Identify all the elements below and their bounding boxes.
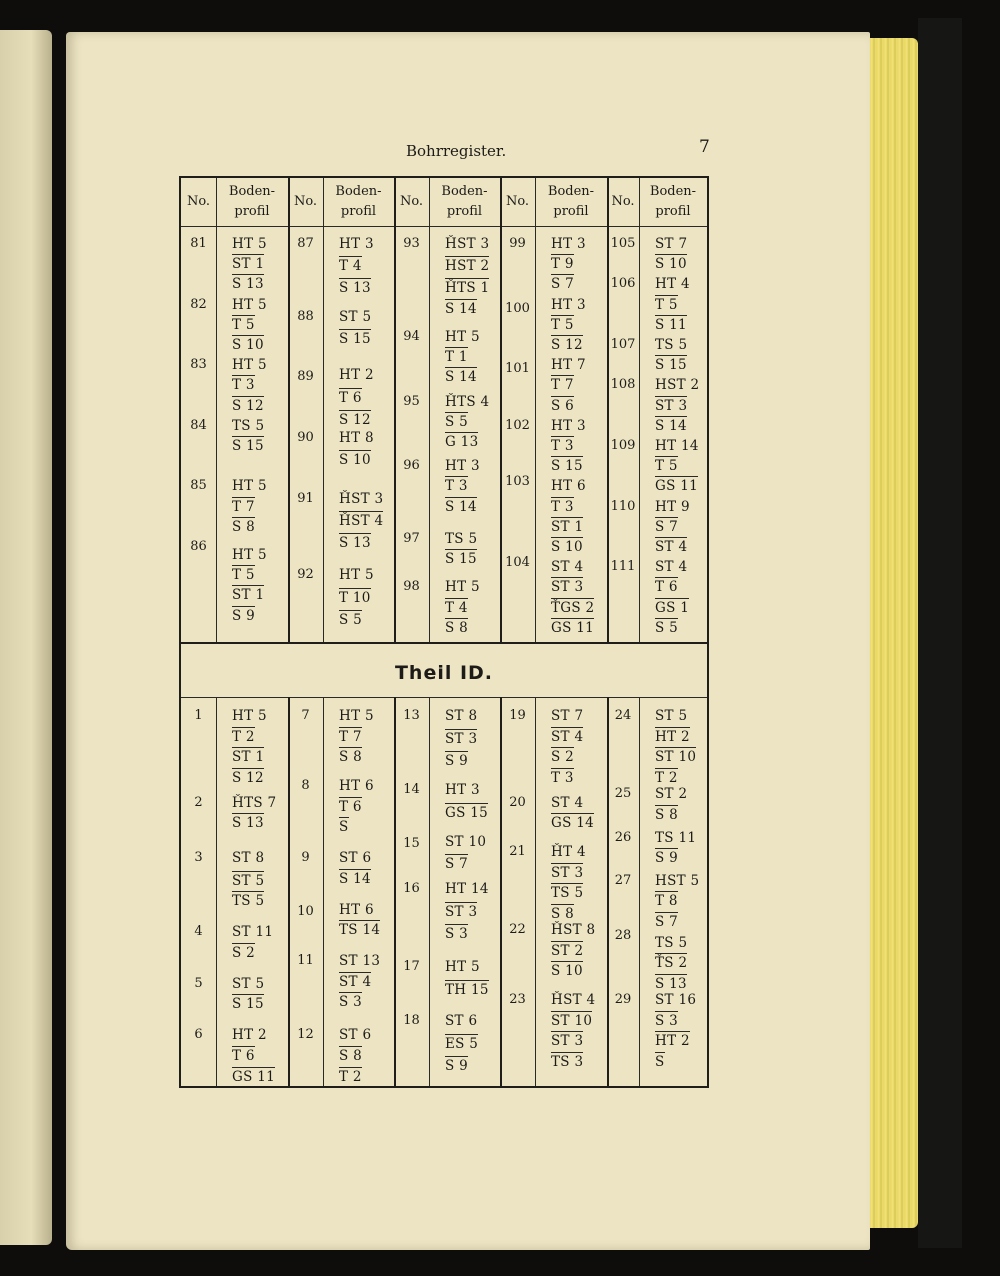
soil-profile-entry: TH 15: [445, 981, 489, 998]
soil-profile-entry: S 13: [232, 815, 264, 832]
soil-profile-entry: HT 3: [551, 417, 586, 434]
soil-profile-entry: S 3: [445, 926, 469, 943]
soil-profile-entry: HT 8: [339, 429, 374, 446]
soil-profile-entry: S 7: [655, 914, 679, 930]
soil-profile-entry: ST 10: [445, 833, 487, 850]
col-divider: [429, 697, 430, 1086]
soil-profile-entry: T 6: [232, 1047, 255, 1064]
soil-profile-entry: S 5: [339, 611, 363, 628]
soil-profile-entry: S 5: [445, 413, 469, 430]
bore-number: 91: [297, 490, 314, 506]
bore-number: 97: [403, 530, 420, 546]
soil-profile-entry: ST 3: [551, 579, 584, 596]
soil-profile-entry: HT 5: [232, 547, 267, 564]
bore-number: 10: [297, 903, 314, 919]
soil-profile-entry: ST 5: [232, 872, 265, 889]
soil-profile-entry: ST 5: [339, 308, 372, 325]
soil-profile-entry: ST 1: [551, 518, 584, 535]
soil-profile-entry: ST 3: [445, 903, 478, 920]
soil-profile-entry: ȞST 3: [445, 236, 490, 252]
soil-profile-entry: ȞTS 1: [445, 280, 490, 297]
soil-profile-entry: T 5: [655, 296, 678, 313]
soil-profile-entry: HT 5: [445, 579, 480, 596]
bore-number: 96: [403, 458, 420, 474]
bore-number: 7: [301, 708, 310, 723]
soil-profile-entry: S 10: [655, 256, 687, 273]
soil-profile-entry: HT 3: [445, 782, 480, 799]
bore-number: 1: [194, 708, 203, 723]
header-no-2: No.: [293, 194, 318, 209]
soil-profile-entry: GS 11: [232, 1068, 276, 1085]
bore-number: 23: [509, 992, 526, 1008]
soil-profile-entry: T 2: [655, 769, 678, 786]
soil-profile-entry: T 2: [232, 728, 255, 745]
soil-profile-entry: T 6: [655, 579, 678, 596]
soil-profile-entry: HT 5: [232, 708, 267, 724]
soil-profile-entry: HT 14: [655, 438, 699, 454]
soil-profile-entry: ȞTS 4: [445, 393, 490, 410]
soil-profile-entry: S 13: [655, 975, 687, 992]
soil-profile-entry: ȞST 4: [339, 512, 384, 529]
soil-profile-entry: S 15: [445, 551, 477, 568]
soil-profile-entry: T 7: [551, 377, 574, 394]
soil-profile-entry: S 14: [655, 417, 687, 434]
soil-profile-entry: S 8: [445, 619, 469, 636]
soil-profile-entry: HST 5: [655, 872, 700, 889]
bore-number: 98: [403, 579, 420, 595]
col-divider: [535, 697, 536, 1086]
header-profile-2: [323, 178, 394, 226]
soil-profile-entry: HT 2: [232, 1027, 267, 1044]
bore-number: 108: [610, 377, 636, 393]
bore-number: 110: [610, 498, 636, 514]
header-no-5: No.: [611, 194, 635, 209]
soil-profile-entry: ST 10: [655, 749, 697, 766]
soil-profile-entry: T 5: [232, 316, 255, 333]
soil-profile-entry: TS 5: [551, 885, 584, 902]
header-rule: [181, 226, 707, 227]
bore-number: 99: [509, 236, 526, 251]
bore-number: 105: [610, 236, 636, 251]
soil-profile-entry: S 10: [232, 337, 264, 353]
bore-number: 4: [194, 924, 203, 940]
bore-number: 9: [301, 850, 310, 866]
header-profile-1: [216, 178, 288, 226]
soil-profile-entry: S 10: [551, 539, 583, 555]
bore-number: 92: [297, 567, 314, 583]
soil-profile-entry: ST 4: [551, 559, 584, 576]
soil-profile-entry: HT 6: [339, 778, 374, 795]
soil-profile-entry: T 2: [339, 1068, 362, 1085]
bore-number: 90: [297, 429, 314, 445]
bore-number: 87: [297, 236, 314, 251]
header-profile-l2: profil: [340, 204, 377, 219]
soil-profile-entry: HT 2: [655, 728, 690, 745]
running-head: Bohrregister.: [406, 142, 507, 160]
soil-profile-entry: HT 2: [655, 1033, 690, 1050]
bore-number: 107: [610, 337, 636, 352]
section-rule-bottom: [181, 697, 707, 698]
soil-profile-entry: T 5: [551, 316, 574, 333]
page-number: 7: [699, 137, 710, 157]
soil-profile-entry: S 8: [339, 749, 363, 766]
header-profile-l2: profil: [446, 204, 483, 219]
soil-profile-entry: S 14: [445, 300, 477, 317]
soil-profile-entry: ST 6: [339, 1027, 372, 1044]
section-title: Theil ID.: [394, 662, 494, 684]
bore-number: 29: [614, 992, 632, 1008]
col-divider: [216, 697, 217, 1086]
soil-profile-entry: ȞST 3: [339, 490, 384, 507]
soil-profile-entry: ȞST 4: [551, 992, 596, 1009]
soil-profile-entry: TS 5: [655, 934, 688, 951]
soil-profile-entry: ST 1: [232, 587, 265, 604]
soil-profile-entry: GS 11: [655, 478, 699, 495]
header-profile-l2: profil: [655, 204, 691, 219]
soil-profile-entry: T 7: [232, 498, 255, 515]
soil-profile-entry: S 9: [232, 607, 256, 624]
col-divider: [639, 697, 640, 1086]
col-divider: [323, 178, 324, 642]
soil-profile-entry: S 12: [232, 769, 264, 786]
soil-profile-entry: S 7: [655, 518, 679, 535]
soil-profile-entry: ST 16: [655, 992, 697, 1009]
col-divider: [429, 178, 430, 642]
soil-profile-entry: HST 2: [445, 258, 490, 275]
header-profile-3: [429, 178, 500, 226]
bore-number: 82: [190, 296, 207, 312]
soil-profile-entry: T 7: [339, 728, 362, 745]
bore-number: 12: [297, 1027, 314, 1043]
soil-profile-entry: HT 5: [232, 357, 267, 374]
soil-profile-entry: S 13: [339, 534, 371, 551]
bore-number: 86: [190, 539, 207, 554]
soil-profile-entry: T 1: [445, 349, 468, 366]
soil-profile-entry: T 9: [551, 256, 574, 273]
bore-number: 104: [505, 555, 530, 571]
bore-number: 17: [403, 959, 420, 975]
soil-profile-entry: S 15: [551, 458, 583, 475]
soil-profile-entry: S 14: [445, 369, 477, 386]
soil-profile-entry: ST 5: [232, 975, 265, 992]
soil-profile-entry: T 3: [551, 438, 574, 454]
soil-profile-entry: ST 4: [551, 794, 584, 811]
soil-profile-entry: TS 5: [655, 337, 688, 353]
bore-number: 83: [190, 357, 207, 373]
bore-number: 27: [614, 872, 632, 888]
soil-profile-entry: S 15: [232, 438, 264, 454]
soil-profile-entry: T 5: [232, 567, 255, 584]
soil-profile-entry: S 9: [655, 850, 679, 867]
soil-profile-entry: HT 3: [339, 236, 374, 252]
soil-profile-entry: T 6: [339, 389, 362, 406]
soil-profile-entry: HT 5: [232, 478, 267, 495]
soil-profile-entry: ST 8: [232, 850, 265, 867]
soil-profile-entry: S 8: [655, 806, 679, 823]
bore-register-table: [179, 176, 709, 1088]
header-no-4: No.: [505, 194, 530, 209]
soil-profile-entry: TS 14: [339, 922, 381, 939]
soil-profile-entry: T 4: [445, 599, 468, 616]
soil-profile-entry: ST 4: [339, 973, 372, 990]
soil-profile-entry: HT 2: [339, 367, 374, 384]
soil-profile-entry: TS 5: [232, 417, 265, 434]
soil-profile-entry: S 14: [339, 870, 371, 887]
bore-number: 13: [403, 708, 420, 723]
soil-profile-entry: T 10: [339, 589, 371, 606]
bore-number: 21: [509, 843, 526, 859]
soil-profile-entry: S 6: [551, 397, 575, 414]
soil-profile-entry: S 14: [445, 498, 477, 515]
bore-number: 102: [505, 417, 530, 433]
header-profile-4: [535, 178, 607, 226]
bore-number: 101: [505, 361, 530, 377]
header-profile-l2: profil: [234, 204, 270, 219]
soil-profile-entry: T 8: [655, 893, 678, 910]
soil-profile-entry: HT 6: [339, 901, 374, 918]
soil-profile-entry: ȞTS 7: [232, 794, 277, 811]
soil-profile-entry: S 10: [339, 452, 371, 469]
soil-profile-entry: HT 14: [445, 881, 489, 898]
soil-profile-entry: ST 7: [551, 708, 584, 724]
soil-profile-entry: ST 10: [551, 1012, 593, 1029]
bore-number: 84: [190, 417, 207, 433]
soil-profile-entry: ST 4: [551, 728, 584, 745]
soil-profile-entry: GS 11: [551, 619, 595, 636]
soil-profile-entry: T 3: [551, 769, 574, 786]
bore-number: 14: [403, 782, 420, 798]
bore-number: 28: [614, 928, 632, 944]
bore-number: 85: [190, 478, 207, 494]
soil-profile-entry: TS 5: [445, 530, 478, 547]
soil-profile-entry: S 2: [232, 944, 256, 961]
bore-number: 111: [610, 559, 636, 575]
soil-profile-entry: TS 11: [655, 829, 697, 846]
soil-profile-entry: S 9: [445, 753, 469, 770]
page-block-edge: [862, 38, 918, 1228]
soil-profile-entry: T 5: [655, 458, 678, 475]
soil-profile-entry: ST 3: [655, 397, 688, 414]
soil-profile-entry: G 13: [445, 433, 479, 450]
soil-profile-entry: HST 2: [655, 377, 700, 394]
soil-profile-entry: S 15: [232, 996, 264, 1013]
col-divider: [323, 697, 324, 1086]
soil-profile-entry: ST 6: [339, 850, 372, 867]
soil-profile-entry: HT 3: [551, 296, 586, 313]
soil-profile-entry: T 4: [339, 258, 362, 275]
soil-profile-entry: HT 3: [551, 236, 586, 252]
col-divider: [639, 178, 640, 642]
soil-profile-entry: HT 3: [445, 458, 480, 475]
header-profile-5: [639, 178, 707, 226]
col-divider: [500, 697, 502, 1086]
soil-profile-entry: S 7: [551, 276, 575, 293]
book-spine: [918, 18, 962, 1248]
soil-profile-entry: HT 5: [339, 708, 374, 724]
soil-profile-entry: T 3: [551, 498, 574, 515]
soil-profile-entry: ŤS 2: [655, 955, 688, 972]
bore-number: 20: [509, 794, 526, 810]
soil-profile-entry: S 3: [655, 1012, 679, 1029]
soil-profile-entry: S 3: [339, 994, 363, 1011]
soil-profile-entry: S: [339, 819, 349, 836]
soil-profile-entry: HT 5: [232, 296, 267, 313]
soil-profile-entry: S 2: [551, 749, 575, 766]
soil-profile-entry: ST 7: [655, 236, 688, 252]
bore-number: 2: [194, 794, 203, 810]
soil-profile-entry: ST 3: [445, 730, 478, 747]
header-profile-l1: Boden-: [649, 184, 697, 199]
header-profile-l1: Boden-: [228, 184, 276, 199]
soil-profile-entry: T 3: [445, 478, 468, 495]
soil-profile-entry: S 7: [445, 856, 469, 873]
bore-number: 93: [403, 236, 420, 251]
soil-profile-entry: S 12: [339, 411, 371, 428]
header-no-1: No.: [186, 194, 211, 209]
soil-profile-entry: HT 6: [551, 478, 586, 495]
soil-profile-entry: TS 3: [551, 1054, 584, 1071]
soil-profile-entry: HT 5: [339, 567, 374, 584]
soil-profile-entry: S 8: [551, 905, 575, 922]
soil-profile-entry: S 9: [445, 1058, 469, 1075]
bore-number: 15: [403, 835, 420, 851]
soil-profile-entry: S 5: [655, 619, 679, 636]
bore-number: 19: [509, 708, 526, 723]
soil-profile-entry: S 15: [655, 357, 687, 374]
header-profile-l2: profil: [553, 204, 589, 219]
soil-profile-entry: HT 9: [655, 498, 690, 515]
soil-profile-entry: TS 5: [232, 893, 265, 910]
soil-profile-entry: GS 14: [551, 815, 595, 832]
col-divider: [216, 178, 217, 642]
bore-number: 88: [297, 308, 314, 324]
soil-profile-entry: ST 4: [655, 539, 688, 555]
soil-profile-entry: T 6: [339, 798, 362, 815]
header-profile-l1: Boden-: [441, 184, 488, 199]
left-page-edge: [0, 30, 52, 1245]
bore-number: 26: [614, 829, 632, 845]
header-profile-l1: Boden-: [547, 184, 595, 199]
bore-number: 109: [610, 438, 636, 453]
soil-profile-entry: S 12: [551, 337, 583, 353]
soil-profile-entry: ST 2: [551, 942, 584, 959]
soil-profile-entry: S 13: [339, 280, 371, 297]
soil-profile-entry: ST 13: [339, 953, 381, 970]
bore-number: 11: [297, 953, 314, 969]
soil-profile-entry: HT 5: [232, 236, 267, 252]
bore-number: 3: [194, 850, 203, 866]
soil-profile-entry: HT 7: [551, 357, 586, 374]
bore-number: 8: [301, 778, 310, 794]
soil-profile-entry: ŤGS 2: [551, 599, 595, 616]
soil-profile-entry: S 15: [339, 330, 371, 347]
bore-number: 24: [614, 708, 632, 723]
bore-number: 89: [297, 369, 314, 385]
soil-profile-entry: GS 1: [655, 599, 690, 616]
soil-profile-entry: S 10: [551, 963, 583, 980]
soil-profile-entry: S: [655, 1054, 665, 1071]
section-rule-top: [181, 642, 707, 644]
soil-profile-entry: ST 2: [655, 786, 688, 803]
bore-number: 6: [194, 1027, 203, 1043]
bore-number: 18: [403, 1012, 420, 1028]
col-divider: [535, 178, 536, 642]
soil-profile-entry: S 11: [655, 316, 687, 333]
soil-profile-entry: HT 5: [445, 328, 480, 345]
soil-profile-entry: ES 5: [445, 1035, 479, 1052]
bore-number: 100: [505, 300, 530, 316]
soil-profile-entry: T 3: [232, 377, 255, 394]
soil-profile-entry: ST 4: [655, 559, 688, 576]
bore-number: 95: [403, 393, 420, 409]
soil-profile-entry: ST 3: [551, 864, 584, 881]
soil-profile-entry: HT 5: [445, 959, 480, 976]
bore-number: 5: [194, 975, 203, 991]
soil-profile-entry: S 8: [232, 518, 256, 535]
soil-profile-entry: ST 6: [445, 1012, 478, 1029]
soil-profile-entry: ST 11: [232, 924, 274, 941]
soil-profile-entry: GS 15: [445, 804, 489, 821]
bore-number: 94: [403, 328, 420, 344]
soil-profile-entry: ST 3: [551, 1033, 584, 1050]
bore-number: 106: [610, 276, 636, 292]
col-divider: [607, 697, 609, 1086]
soil-profile-entry: ST 5: [655, 708, 688, 724]
soil-profile-entry: ST 8: [445, 708, 478, 724]
bore-number: 16: [403, 881, 420, 897]
soil-profile-entry: ST 1: [232, 749, 265, 766]
soil-profile-entry: S 8: [339, 1047, 363, 1064]
soil-profile-entry: ȞST 8: [551, 922, 596, 939]
soil-profile-entry: S 12: [232, 397, 264, 414]
header-no-3: No.: [399, 194, 424, 209]
bore-number: 81: [190, 236, 207, 251]
soil-profile-entry: HT 4: [655, 276, 690, 293]
bore-number: 22: [509, 922, 526, 938]
soil-profile-entry: ȞT 4: [551, 843, 586, 860]
bore-number: 103: [505, 474, 530, 490]
soil-profile-entry: S 13: [232, 276, 264, 293]
soil-profile-entry: ST 1: [232, 256, 265, 273]
header-profile-l1: Boden-: [335, 184, 382, 199]
bore-number: 25: [614, 786, 632, 802]
